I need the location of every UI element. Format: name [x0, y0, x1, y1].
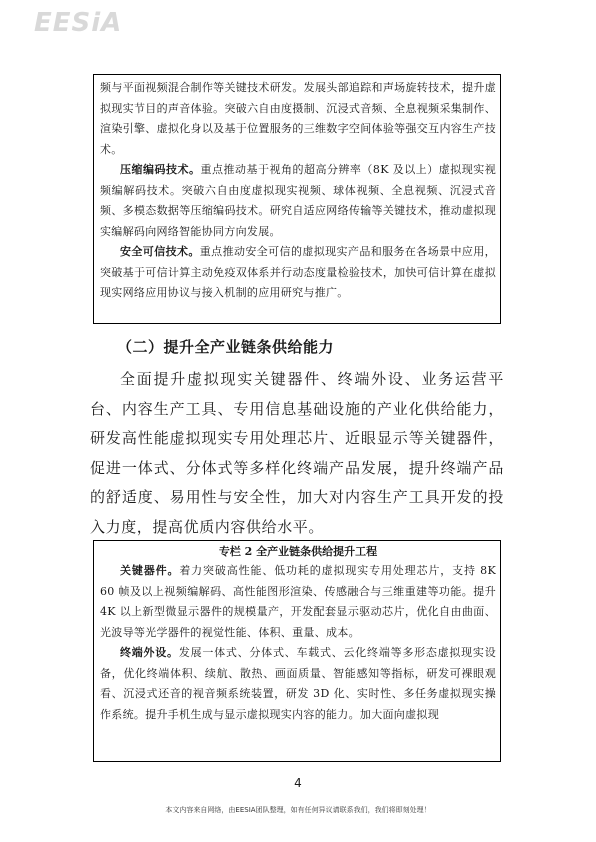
- box2-paragraph-1: [100, 561, 496, 643]
- keyword-compression: 压缩编码技术。: [120, 163, 201, 176]
- section-heading: （二）提升全产业链条供给能力: [117, 338, 335, 356]
- keyword-key-devices: 关键器件。: [120, 564, 180, 577]
- box1-paragraph-3: [100, 242, 496, 304]
- box1-paragraph-2: [100, 160, 496, 242]
- keyword-security: 安全可信技术。: [120, 245, 200, 258]
- info-box-tech: [93, 74, 501, 324]
- box2-paragraph-2-text: 发展一体式、分体式、车载式、云化终端等多形态虚拟现实设备，优化终端体积、续航、散热、画面质量、智能感知等指标，研发可裸眼观看、沉浸式还音的视音频系统装置，研发 3D 化、实时性、多任务虚拟现实操作系统。提升手机生成与显示虚拟现实内容的能力。加大面向虚拟现: [100, 646, 496, 721]
- eesia-logo: EESiA: [34, 8, 123, 38]
- keyword-terminals: 终端外设。: [120, 646, 179, 659]
- box2-paragraph-2: [100, 643, 496, 725]
- info-box-column-2: [93, 540, 501, 762]
- box1-paragraph-3-text: 重点推动安全可信的虚拟现实产品和服务在各场景中应用，突破基于可信计算主动免疫双体系并行动态度量检验技术，加快可信计算在虚拟现实网络应用协议与接入机制的应用研究与推广。: [100, 245, 496, 299]
- page-number: 4: [294, 776, 302, 790]
- box2-paragraph-1-text: 着力突破高性能、低功耗的虚拟现实专用处理芯片，支持 8K 60 帧及以上视频编解码、高性能图形渲染、传感融合与三维重建等功能。提升 4K 以上新型微显示器件的规模量产，开发配套显示驱动芯片，优化自由曲面、光波导等光学器件的视觉性能、体积、重量、成本。: [100, 564, 496, 639]
- footer-note: 本文内容来自网络，由EESIA团队整理，如有任何异议请联系我们，我们将即刻处理！: [165, 806, 431, 814]
- column-2-title: 专栏 2 全产业链条供给提升工程: [218, 545, 378, 558]
- box1-paragraph-1: 频与平面视频混合制作等关键技术研发。发展头部追踪和声场旋转技术，提升虚拟现实节目的声音体验。突破六自由度摄制、沉浸式音频、全息视频采集制作、渲染引擎、虚拟化身以及基于位置服务的三维数字空间体验等强交互内容生产技术。: [100, 81, 496, 156]
- box1-paragraph-2-text: 重点推动基于视角的超高分辨率（8K 及以上）虚拟现实视频编解码技术。突破六自由度虚拟现实视频、球体视频、全息视频、沉浸式音频、多模态数据等压缩编码技术。研究自适应网络传输等关键技术，推动虚拟现实编解码向网络智能协同方向发展。: [100, 163, 497, 238]
- section-body: 全面提升虚拟现实关键器件、终端外设、业务运营平台、内容生产工具、专用信息基础设施的产业化供给能力，研发高性能虚拟现实专用处理芯片、近眼显示等关键器件，促进一体式、分体式等多样化终端产品发展，提升终端产品的舒适度、易用性与安全性，加大对内容生产工具开发的投入力度，提高优质内容供给水平。: [90, 370, 504, 536]
